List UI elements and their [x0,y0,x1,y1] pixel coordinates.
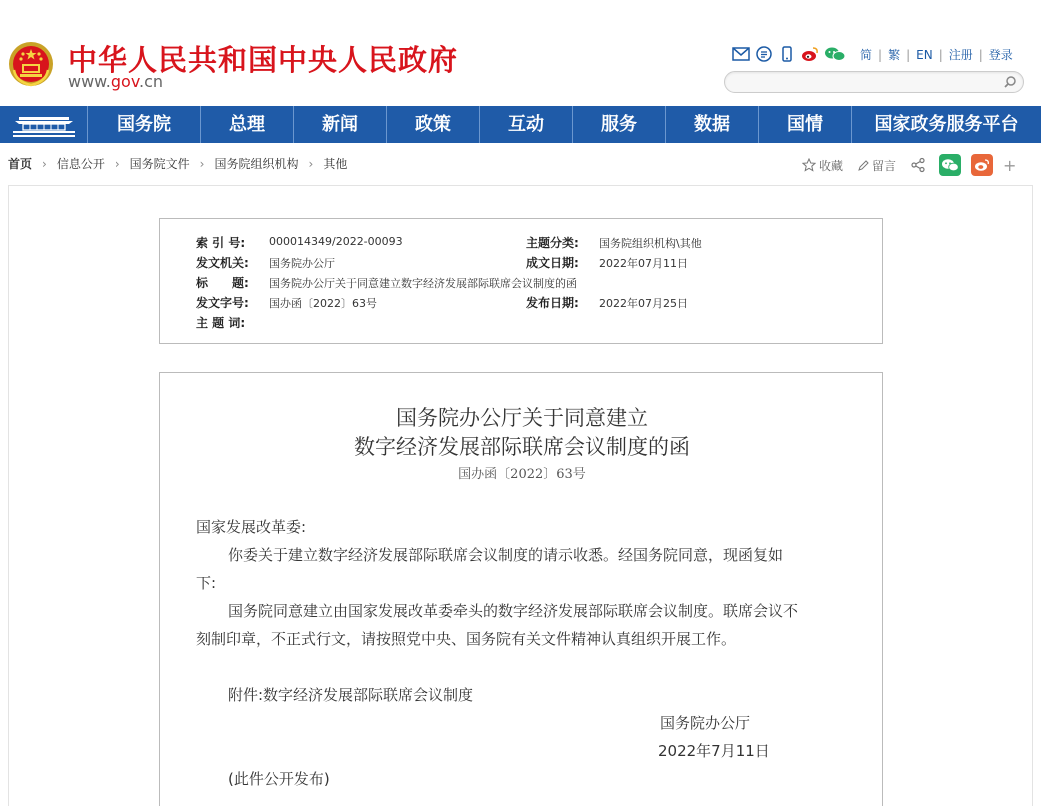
url-main: gov [110,72,140,91]
meta-docno-label: 发文字号: [196,296,249,310]
url-suffix: .cn [139,72,164,91]
meta-title-label: 标 题: [196,276,249,290]
article-doc-number: 国办函〔2022〕63号 [458,467,586,482]
search-box [724,71,1024,93]
share-button[interactable] [910,157,929,173]
nav-state-council[interactable]: 国务院 [88,106,201,143]
site-url[interactable] [68,72,163,91]
meta-index-label: 索 引 号: [196,236,246,250]
share-wechat-button[interactable] [939,154,961,176]
site-title[interactable]: 中华人民共和国中央人民政府 [68,43,459,77]
article-signer: 国务院办公厅 [660,714,751,732]
meta-topic-value: 国务院组织机构\其他 [599,237,702,250]
article-attachment: 附件:数字经济发展部际联席会议制度 [228,686,474,704]
nav-services[interactable]: 服务 [573,106,666,143]
meta-docno-value: 国办函〔2022〕63号 [269,297,377,310]
share-weibo-button[interactable] [971,154,993,176]
article-salutation: 国家发展改革委: [196,518,307,536]
rss-icon[interactable] [755,45,773,63]
nav-policy[interactable]: 政策 [387,106,480,143]
language-login-links: 简 | 繁 | EN | 注册 | 登录 [860,48,1013,62]
article-paragraph-1-line-2: 下: [196,574,217,592]
article-body [159,372,883,806]
meta-keywords-label: 主 题 词: [196,316,246,330]
link-register[interactable]: 注册 [948,48,973,62]
nav-gov-service-platform[interactable]: 国家政务服务平台 [874,114,1019,135]
wechat-icon [941,158,959,172]
chevron-right-icon: › [308,156,314,171]
meta-date-label: 成文日期: [526,256,579,270]
nav-premier[interactable]: 总理 [201,106,294,143]
comment-label: 留言 [872,158,897,173]
meta-pubdate-label: 发布日期: [526,296,579,310]
meta-date-value: 2022年07月11日 [599,257,688,270]
meta-pubdate-value: 2022年07月25日 [599,297,688,310]
comment-button[interactable] [857,157,896,174]
meta-title-value: 国务院办公厅关于同意建立数字经济发展部际联席会议制度的函 [269,277,577,290]
main-nav [0,106,1041,143]
wechat-icon[interactable] [824,45,846,63]
nav-home[interactable] [0,106,88,143]
breadcrumb [8,155,347,172]
link-simplified[interactable]: 简 [860,48,873,62]
link-login[interactable]: 登录 [988,48,1013,62]
tiananmen-icon [13,112,75,138]
url-prefix: www. [68,72,111,91]
breadcrumb-state-council-docs[interactable]: 国务院文件 [129,157,190,171]
link-english[interactable]: EN [916,48,933,62]
article-title-line-2: 数字经济发展部际联席会议制度的函 [354,435,690,459]
link-traditional[interactable]: 繁 [888,48,901,62]
weibo-icon[interactable] [801,45,819,63]
breadcrumb-other[interactable]: 其他 [323,157,348,171]
chevron-right-icon: › [42,156,47,171]
article-paragraph-2-line-2: 刻制印章，不正式行文，请按照党中央、国务院有关文件精神认真组织开展工作。 [196,630,737,648]
nav-data[interactable]: 数据 [666,106,759,143]
article-title-line-1: 国务院办公厅关于同意建立 [396,406,648,430]
article-paragraph-1-line-1: 你委关于建立数字经济发展部际联席会议制度的请示收悉。经国务院同意，现函复如 [228,546,784,564]
mobile-icon[interactable] [778,45,796,63]
share-icon [910,157,926,173]
document-meta-table [159,218,883,344]
meta-topic-label: 主题分类: [526,236,579,250]
mail-icon[interactable] [732,45,750,63]
favorite-button[interactable] [802,157,843,174]
search-input[interactable] [735,73,1005,93]
page-tools [802,154,1016,176]
weibo-icon [974,158,990,172]
meta-issuer-label: 发文机关: [196,256,249,270]
pen-icon [857,159,869,172]
article-publication-note: (此件公开发布) [228,770,330,788]
breadcrumb-home[interactable]: 首页 [8,157,33,171]
article-sign-date: 2022年7月11日 [658,742,770,760]
site-header [0,0,1041,106]
top-icon-bar [732,44,851,64]
national-emblem-icon[interactable] [8,40,54,88]
more-share-icon[interactable]: + [1003,155,1017,175]
nav-interaction[interactable]: 互动 [480,106,573,143]
search-icon[interactable] [1003,75,1017,89]
star-icon [802,158,816,172]
breadcrumb-organization[interactable]: 国务院组织机构 [214,157,299,171]
chevron-right-icon: › [199,156,205,171]
favorite-label: 收藏 [819,158,844,173]
breadcrumb-info-disclosure[interactable]: 信息公开 [56,157,105,171]
meta-index-value: 000014349/2022-00093 [269,235,403,248]
chevron-right-icon: › [114,156,120,171]
article-paragraph-2-line-1: 国务院同意建立由国家发展改革委牵头的数字经济发展部际联席会议制度。联席会议不 [228,602,799,620]
nav-national-info[interactable]: 国情 [759,106,852,143]
meta-issuer-value: 国务院办公厅 [269,257,335,270]
nav-news[interactable]: 新闻 [294,106,387,143]
